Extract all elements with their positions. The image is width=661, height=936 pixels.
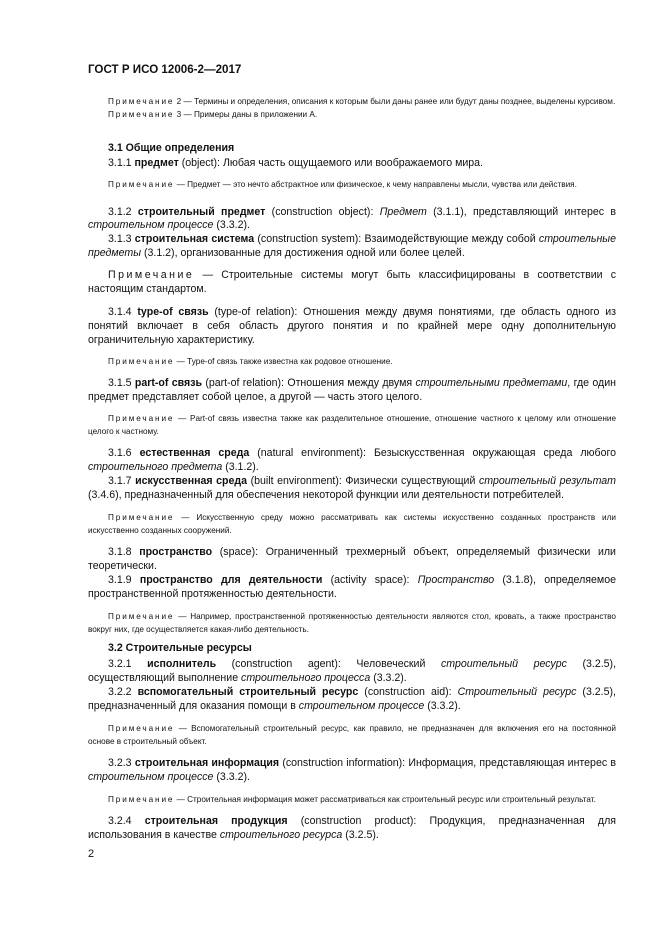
- clause-number: 3.2.2: [108, 685, 132, 698]
- term: вспомогательный строительный ресурс: [137, 685, 359, 698]
- note-label: Примечание: [108, 795, 175, 804]
- term: пространство для деятельности: [139, 573, 323, 586]
- term-english: (space):: [219, 546, 259, 559]
- term-english: (construction object):: [271, 205, 374, 218]
- definition-text: Продукция, предназначенная для использования в качестве: [88, 815, 616, 842]
- definition-text: Взаимодействующие между собой: [364, 233, 536, 246]
- term-english: (construction information):: [282, 757, 406, 770]
- term-reference: строительном процессе: [298, 699, 425, 712]
- clause-number: 3.2.4: [108, 815, 132, 828]
- term-reference: строительными предметами: [415, 376, 568, 389]
- term-english: (built environment):: [250, 474, 342, 487]
- note-3-2-2: Примечание — Вспомогательный строительный ресурс, как правило, не предназначен для включения его на постоянной основе в строительный объект.: [88, 723, 616, 746]
- term-english: (construction product):: [300, 815, 417, 828]
- clause-number: 3.2.1: [108, 658, 132, 671]
- term: type-of связь: [137, 305, 209, 318]
- definition-3-1-8: [88, 546, 616, 574]
- clause-number: 3.1.3: [108, 233, 132, 246]
- term-reference: строительного ресурса: [219, 829, 343, 842]
- term-reference: строительном процессе: [88, 219, 214, 232]
- page-number: 2: [88, 848, 95, 860]
- term: строительная продукция: [144, 815, 288, 828]
- definition-text: (3.3.2).: [427, 699, 461, 712]
- note-3-1-3: Примечание — Строительные системы могут быть классифицированы в соответствии с настоящим стандартом.: [88, 269, 616, 296]
- term: естественная среда: [139, 447, 250, 460]
- definition-text: (3.3.2).: [373, 672, 407, 685]
- clause-number: 3.1.6: [108, 447, 132, 460]
- definition-text: (3.1.1), представляющий интерес в: [433, 205, 616, 218]
- note-label: Примечание: [108, 97, 175, 106]
- note-label: Примечание: [108, 269, 195, 282]
- term-reference: Пространство: [417, 573, 495, 586]
- note-text: Термины и определения, описания к которым были даны ранее или будут даны позднее, выделены курсивом.: [193, 97, 616, 106]
- section-title-3-2: 3.2 Строительные ресурсы: [108, 642, 252, 655]
- definition-text: (3.4.6), предназначенный для обеспечения некоторой функции или деятельности потребителей.: [88, 488, 565, 501]
- definition-3-2-2: [88, 686, 616, 714]
- term-reference: строительного предмета: [88, 461, 223, 473]
- definition-3-2-4: [88, 815, 616, 843]
- clause-number: 3.1.5: [108, 376, 132, 389]
- term: строительная информация: [134, 757, 280, 770]
- note-label: Примечание: [108, 356, 175, 366]
- clause-number: 3.1.1: [108, 157, 132, 170]
- definition-text: (3.1.2), организованные для достижения одной или более целей.: [143, 247, 465, 260]
- definition-text: (3.1.8), определяемое пространственной протяженностью деятельности.: [88, 573, 616, 600]
- note-2: Примечание 2 — Термины и определения, описания к которым были даны ранее или будут даны позднее, выделены курсивом.: [108, 97, 616, 106]
- note-label: Примечание: [108, 110, 175, 120]
- note-label: Примечание: [108, 723, 175, 733]
- definition-text: (3.2.5).: [345, 829, 379, 842]
- term-reference: Строительный ресурс: [457, 685, 577, 698]
- clause-number: 3.1.4: [108, 305, 132, 318]
- term-reference: строительного процесса: [241, 672, 371, 685]
- definition-3-1-4: [88, 306, 616, 348]
- definition-3-1-6: [88, 447, 616, 475]
- note-text: Примеры даны в приложении А.: [193, 110, 318, 120]
- term-english: (object):: [181, 157, 221, 170]
- definition-3-1-2: [88, 206, 616, 234]
- definition-3-1-7: [88, 475, 616, 503]
- term: предмет: [134, 157, 179, 170]
- term-english: (natural environment):: [257, 447, 366, 460]
- note-label: Примечание: [108, 413, 175, 423]
- note-text: Строительные системы могут быть классифицированы в соответствии с настоящим стандартом.: [88, 269, 616, 296]
- definition-text: Безыскусственная окружающая среда любого: [373, 447, 616, 460]
- definition-3-2-1: [88, 658, 616, 686]
- clause-number: 3.2.3: [108, 757, 132, 770]
- note-number: 3: [176, 110, 182, 120]
- term-english: (activity space):: [330, 573, 410, 586]
- definition-text: Ограниченный трехмерный объект, определяемый физически или теоретически.: [88, 546, 616, 573]
- term-english: (type-of relation):: [214, 305, 298, 318]
- note-text: Part-of связь известна также как разделительное отношение, отношение частного к целому или отношение целого к частному.: [88, 413, 616, 436]
- section-title-3-1: 3.1 Общие определения: [108, 142, 235, 155]
- definition-3-1-1: [88, 157, 616, 171]
- note-3-1-1: Примечание — Предмет — это нечто абстрактное или физическое, к чему направлены мысли, чувства или действия.: [108, 180, 577, 190]
- definition-text: Любая часть ощущаемого или воображаемого мира.: [222, 157, 483, 170]
- term: пространство: [139, 546, 213, 559]
- term: искусственная среда: [135, 474, 247, 487]
- note-text: Предмет — это нечто абстрактное или физическое, к чему направлены мысли, чувства или действия.: [187, 180, 577, 190]
- term-english: (construction system):: [257, 233, 362, 246]
- term: строительная система: [134, 233, 255, 246]
- note-text: Type-of связь также известна как родовое отношение.: [187, 356, 393, 366]
- definition-text: Отношения между двумя понятиями, где область одного из понятий включает в себя область другого понятия и по крайней мере одну дополнительную ограничительную характеристику.: [88, 305, 616, 346]
- document-header: ГОСТ Р ИСО 12006-2—2017: [88, 63, 242, 76]
- term-reference: строительном процессе: [88, 771, 214, 784]
- definition-3-1-3: [88, 233, 616, 261]
- clause-number: 3.1.2: [108, 205, 132, 218]
- definition-3-1-9: [88, 574, 616, 602]
- term-reference: строительный ресурс: [440, 658, 567, 671]
- note-number: 2: [176, 97, 182, 106]
- definition-text: (3.3.2).: [216, 219, 250, 232]
- term-english: (construction aid):: [364, 685, 452, 698]
- note-3-1-4: Примечание — Type-of связь также известна как родовое отношение.: [108, 356, 393, 366]
- note-3-1-5: Примечание — Part-of связь известна также как разделительное отношение, отношение частного к целому или отношение целого к частному.: [88, 413, 616, 436]
- note-text: Искусственную среду можно рассматривать как системы искусственно созданных пространств или искусственно созданных сооружений.: [88, 512, 616, 535]
- clause-number: 3.1.8: [108, 546, 132, 559]
- term-english: (construction agent):: [231, 658, 341, 671]
- definition-text: (3.3.2).: [216, 771, 250, 784]
- term: исполнитель: [147, 658, 217, 671]
- term-english: (part-of relation):: [205, 376, 285, 389]
- definition-text: Информация, представляющая интерес в: [408, 757, 617, 770]
- note-label: Примечание: [108, 512, 175, 522]
- definition-3-2-3: [88, 757, 616, 785]
- clause-number: 3.1.7: [108, 474, 132, 487]
- definition-text: (3.2.5), осуществляющий выполнение: [88, 658, 617, 685]
- term-reference: Предмет: [379, 205, 427, 218]
- clause-number: 3.1.9: [108, 573, 132, 586]
- note-3-1-9: Примечание — Например, пространственной протяженностью деятельности являются стол, кровать, а также пространство вокруг них, где осуществляется какая-либо деятельность.: [88, 611, 616, 634]
- term-reference: строительные предметы: [88, 233, 616, 260]
- note-3-2-3: Примечание — Строительная информация может рассматриваться как строительный ресурс или строительный результат.: [108, 795, 596, 804]
- note-text: Строительная информация может рассматриваться как строительный ресурс или строительный результат.: [187, 795, 596, 804]
- definition-text: (3.1.2).: [225, 461, 259, 473]
- note-text: Например, пространственной протяженностью деятельности являются стол, кровать, а также пространство вокруг них, где осуществляется какая-либо деятельность.: [88, 611, 616, 634]
- note-text: Вспомогательный строительный ресурс, как правило, не предназначен для включения его на постоянной основе в строительный объект.: [88, 723, 616, 746]
- definition-text: Отношения между двумя: [287, 376, 413, 389]
- definition-text: (3.2.5), предназначенный для оказания помощи в: [88, 685, 616, 712]
- definition-text: Физически существующий: [345, 474, 476, 487]
- term: строительный предмет: [137, 205, 266, 218]
- definition-text: Человеческий: [356, 658, 426, 671]
- definition-text: , где один предмет представляет собой целое, а другой — часть этого целого.: [88, 376, 616, 403]
- note-3: Примечание 3 — Примеры даны в приложении А.: [108, 110, 318, 120]
- term: part-of связь: [134, 376, 202, 389]
- document-body: [88, 95, 616, 843]
- note-label: Примечание: [108, 180, 175, 190]
- term-reference: строительный результат: [478, 474, 616, 487]
- note-label: Примечание: [108, 611, 175, 621]
- definition-3-1-5: [88, 377, 616, 405]
- note-3-1-7: Примечание — Искусственную среду можно рассматривать как системы искусственно созданных пространств или искусственно созданных сооружений.: [88, 512, 616, 535]
